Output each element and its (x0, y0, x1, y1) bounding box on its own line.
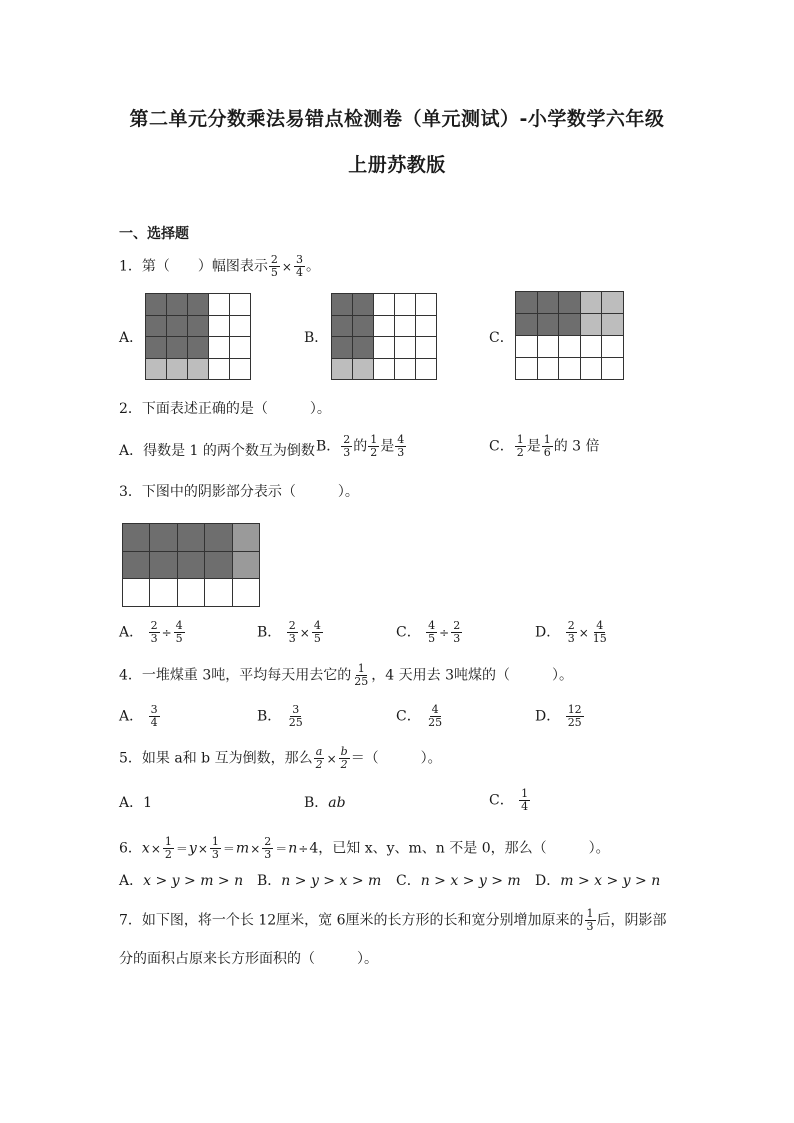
q4-b-fraction: $\frac{3}{25}$ (288, 703, 303, 729)
q6-number: 6． (119, 840, 142, 857)
q4-d-fraction: $\frac{12}{25}$ (567, 703, 582, 729)
q5-text-pre: 5．如果 a和 b 互为倒数，那么 (119, 750, 313, 767)
q1-fraction-2: $\frac{3}{4}$ (295, 253, 303, 279)
q5-option-b-value: ab (328, 795, 346, 811)
q2-c-fraction-2: $\frac{1}{6}$ (543, 433, 551, 459)
q1-option-b-label[interactable]: B． (304, 330, 329, 346)
q6-option-a-label: A． (119, 873, 144, 889)
q1-blank[interactable] (170, 259, 198, 275)
q6-var-m: m (235, 840, 250, 857)
q4-fraction: $\frac{1}{25}$ (354, 662, 369, 688)
q2-option-b[interactable] (316, 434, 407, 459)
q3-d-fraction-2: $\frac{4}{15}$ (592, 619, 607, 645)
page-title-line1: 第二单元分数乘法易错点检测卷（单元测试）-小学数学六年级 (129, 108, 665, 130)
q3-a-fraction-1: $\frac{2}{3}$ (150, 619, 158, 645)
q6-option-b-label: B． (257, 873, 282, 889)
q4-option-a[interactable] (119, 704, 161, 729)
q6-times-3: × (250, 841, 261, 856)
q3-a-operator: ÷ (161, 625, 172, 640)
q5-fraction-2: $\frac{b}{2}$ (340, 745, 348, 771)
q6-divide: ÷ (298, 841, 309, 856)
q1-mid: ）幅图表示 (197, 258, 268, 275)
q2-option-c[interactable] (489, 434, 600, 459)
q1-option-a-label[interactable]: A． (119, 330, 144, 346)
q2-option-b-label: B． (316, 438, 341, 455)
q6-option-c-label: C． (396, 873, 421, 889)
q3-option-c-label: C． (396, 624, 421, 641)
q3-b-operator: × (299, 625, 310, 640)
section-heading: 一、选择题 (119, 226, 189, 242)
page-title-line2: 上册苏教版 (348, 154, 446, 176)
q4-option-a-label: A． (119, 708, 144, 725)
q6-eq-2: ＝ (222, 841, 235, 856)
q3-option-c[interactable] (396, 620, 463, 645)
q2-b-fraction-2: $\frac{1}{2}$ (370, 433, 378, 459)
q6-var-y: y (188, 840, 197, 857)
q3-figure (122, 523, 260, 607)
q6-fraction-2: $\frac{1}{3}$ (211, 835, 219, 861)
q3-c-operator: ÷ (439, 625, 450, 640)
q5-option-c[interactable] (489, 788, 531, 813)
q1-figure-b (331, 293, 437, 380)
q6-option-c-value: n > x > y > m (420, 873, 521, 889)
q4-text-post: ，4 天用去 3吨煤的（ ）。 (371, 667, 573, 684)
q2-c-fraction-1: $\frac{1}{2}$ (516, 433, 524, 459)
q7-fraction: $\frac{1}{3}$ (586, 907, 594, 933)
question-6-stem (119, 836, 610, 861)
q6-times-2: × (197, 841, 208, 856)
q6-four: 4 (309, 840, 319, 857)
q7-text-post: 后，阴影部 (596, 912, 667, 929)
q6-option-b-value: n > y > x > m (281, 873, 382, 889)
q4-text-pre: 4．一堆煤重 3吨，平均每天用去它的 (119, 667, 352, 684)
q6-eq-1: ＝ (175, 841, 188, 856)
question-3-stem: 3．下图中的阴影部分表示（ ）。 (119, 484, 359, 500)
q3-d-fraction-1: $\frac{2}{3}$ (567, 619, 575, 645)
q4-option-c[interactable] (396, 704, 445, 729)
question-2-stem: 2．下面表述正确的是（ ）。 (119, 401, 331, 417)
q4-option-c-label: C． (396, 708, 421, 725)
q1-fraction-1: $\frac{2}{5}$ (270, 253, 278, 279)
q6-times-1: × (150, 841, 161, 856)
q6-text-post: ，已知 x、y、m、n 不是 0，那么（ ）。 (318, 840, 610, 857)
q6-option-d[interactable] (535, 872, 660, 890)
q3-option-b-label: B． (257, 624, 282, 641)
q2-b-fraction-3: $\frac{4}{3}$ (397, 433, 405, 459)
question-7-line2: 分的面积占原来长方形面积的（ ）。 (119, 951, 378, 967)
q2-option-c-label: C． (489, 438, 514, 455)
q6-option-c[interactable] (396, 872, 521, 890)
q6-fraction-3: $\frac{2}{3}$ (264, 835, 272, 861)
q4-option-b[interactable] (257, 704, 306, 729)
question-4-stem (119, 663, 573, 688)
q1-prefix: 1．第（ (119, 258, 170, 275)
q4-option-d-label: D． (535, 708, 561, 725)
q4-option-d[interactable] (535, 704, 585, 729)
q6-option-d-label: D． (535, 873, 561, 889)
q5-option-a[interactable]: A．1 (119, 795, 153, 811)
q5-operator: × (326, 751, 337, 766)
q6-option-b[interactable] (257, 872, 381, 890)
q3-option-b[interactable] (257, 620, 324, 645)
q5-text-post: ＝（ ）。 (350, 750, 442, 767)
q6-fraction-1: $\frac{1}{2}$ (164, 835, 172, 861)
q3-option-d-label: D． (535, 624, 561, 641)
q1-operator: × (281, 259, 292, 274)
question-1-stem (119, 254, 320, 279)
q2-c-text-2: 的 3 倍 (553, 438, 600, 455)
q2-option-a[interactable]: A．得数是 1 的两个数互为倒数 (119, 443, 315, 459)
q3-c-fraction-2: $\frac{2}{3}$ (453, 619, 461, 645)
q6-option-d-value: m > x > y > n (560, 873, 661, 889)
q6-option-a[interactable] (119, 872, 243, 890)
q3-b-fraction-1: $\frac{2}{3}$ (288, 619, 296, 645)
q1-figure-a (145, 293, 251, 380)
q2-c-text-1: 是 (526, 438, 541, 455)
q3-option-a[interactable] (119, 620, 186, 645)
q4-a-fraction: $\frac{3}{4}$ (150, 703, 158, 729)
q1-end: 。 (305, 258, 320, 275)
q3-option-d[interactable] (535, 620, 610, 645)
question-5-stem (119, 746, 442, 771)
q1-figure-c (515, 291, 624, 380)
q6-var-x: x (141, 840, 150, 857)
q5-fraction-1: $\frac{a}{2}$ (315, 745, 323, 771)
q4-c-fraction: $\frac{4}{25}$ (428, 703, 443, 729)
q5-option-c-label: C． (489, 792, 514, 809)
q6-var-n: n (288, 840, 298, 857)
q5-c-fraction: $\frac{1}{4}$ (521, 787, 529, 813)
q3-a-fraction-2: $\frac{4}{5}$ (175, 619, 183, 645)
q4-option-b-label: B． (257, 708, 282, 725)
q3-b-fraction-2: $\frac{4}{5}$ (313, 619, 321, 645)
q6-option-a-value: x > y > m > n (143, 873, 244, 889)
q6-eq-3: ＝ (275, 841, 288, 856)
q2-b-fraction-1: $\frac{2}{3}$ (343, 433, 351, 459)
q5-option-b-label: B． (304, 795, 329, 811)
question-7-stem (119, 908, 667, 933)
q3-d-operator: × (578, 625, 589, 640)
q1-option-c-label[interactable]: C． (489, 330, 514, 346)
q5-option-b[interactable] (304, 794, 346, 812)
q2-b-text-1: 的 (353, 438, 368, 455)
q2-b-text-2: 是 (380, 438, 395, 455)
q3-option-a-label: A． (119, 624, 144, 641)
q3-c-fraction-1: $\frac{4}{5}$ (428, 619, 436, 645)
q7-text-pre: 7．如下图，将一个长 12厘米，宽 6厘米的长方形的长和宽分别增加原来的 (119, 912, 584, 929)
